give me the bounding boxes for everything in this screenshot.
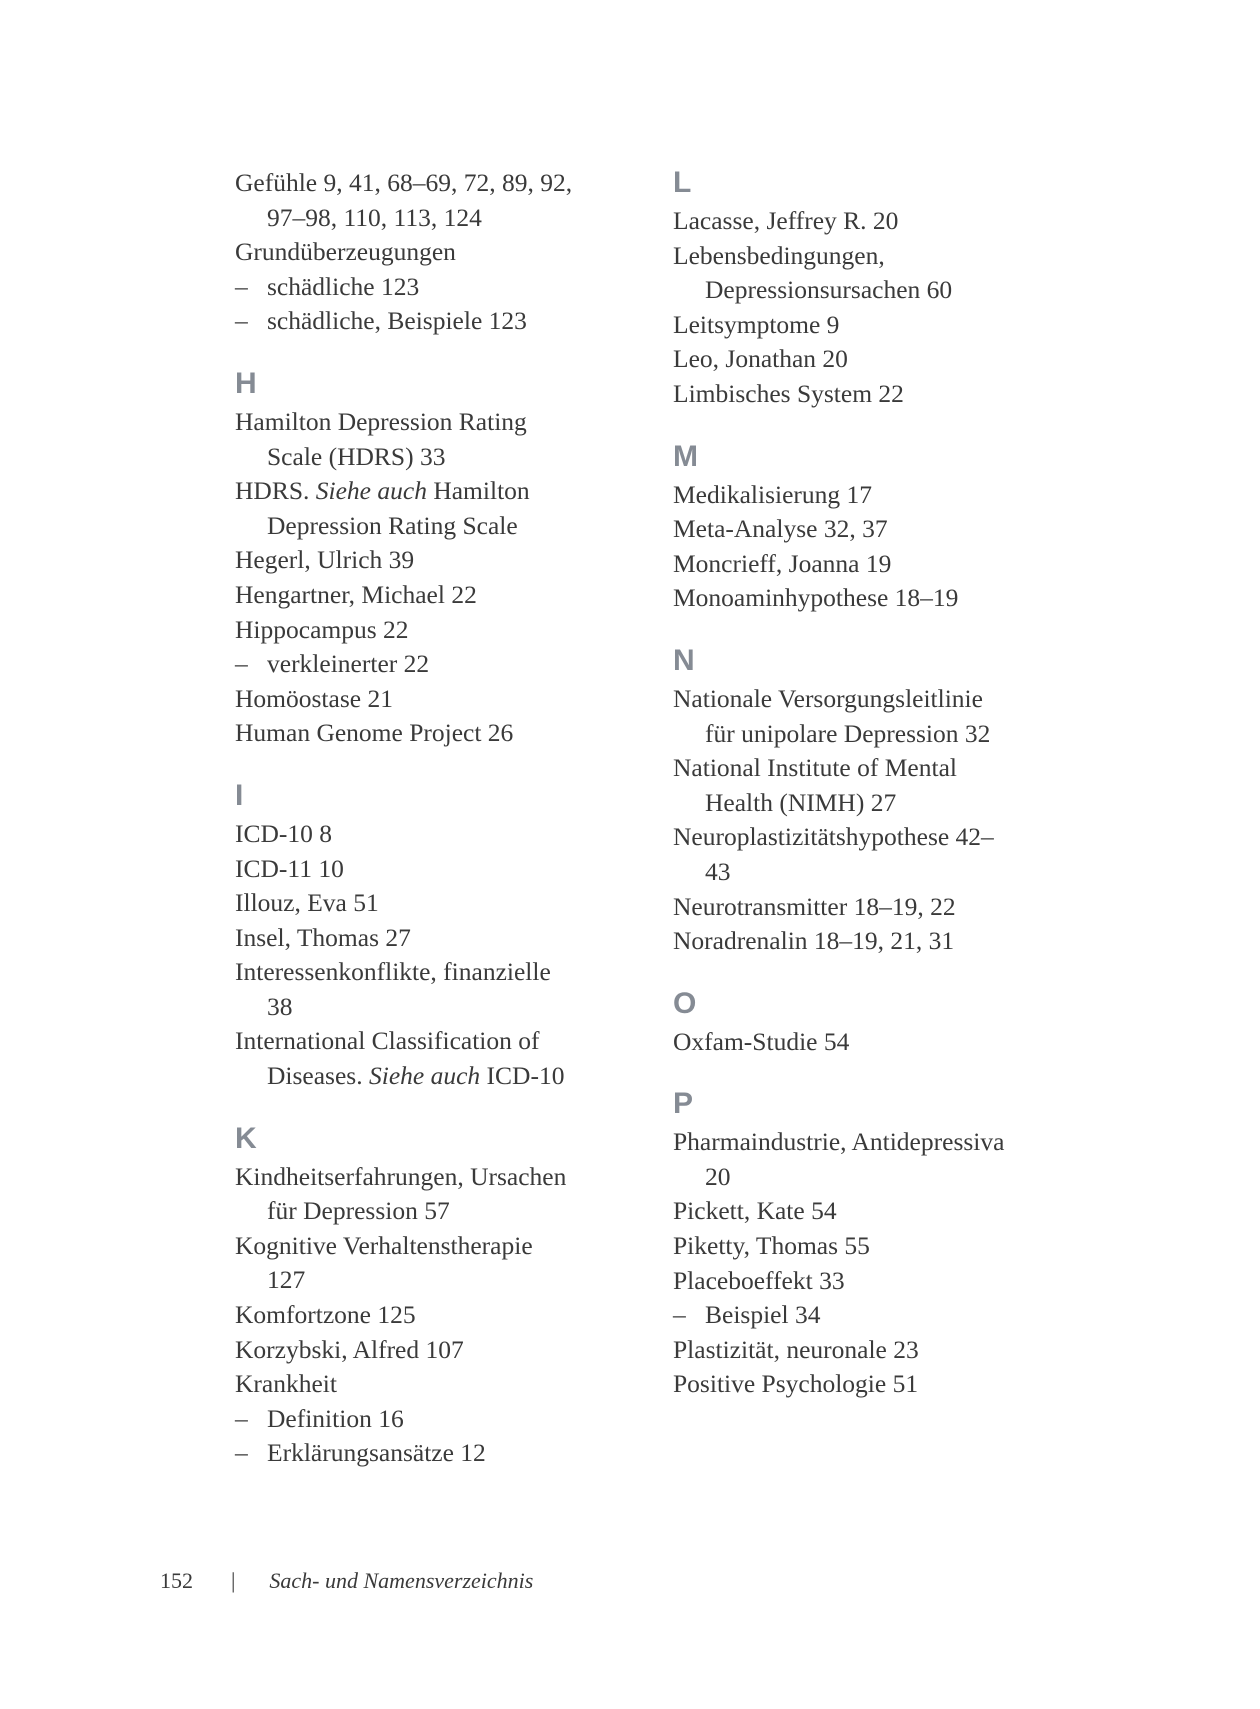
index-subentry [235,1436,655,1471]
index-entry: Pharmaindustrie, Antidepressiva [673,1127,1005,1157]
section-letter: L [673,166,692,199]
subentry-text: schädliche, Beispiele 123 [267,306,527,336]
section-letter: P [673,1087,694,1121]
index-entry [235,474,655,509]
index-entry: Hamilton Depression Rating [235,406,527,436]
page-number: 152 [160,1568,193,1593]
index-entry: Korzybski, Alfred 107 [235,1334,464,1364]
index-entry: Lebensbedingungen, [673,240,885,270]
index-entry: Hegerl, Ulrich 39 [235,545,415,575]
index-entry: National Institute of Mental [673,753,957,783]
index-entry: Leo, Jonathan 20 [673,344,848,374]
index-entry-continuation: Scale (HDRS) 33 [267,441,446,471]
index-subentry [673,1298,1093,1333]
index-entry: Oxfam-Studie 54 [673,1026,850,1056]
subentry-dash: – [235,306,248,336]
index-entry-continuation: Depression Rating Scale [267,510,518,540]
index-entry: Insel, Thomas 27 [235,922,411,952]
section-letter: N [673,643,695,677]
index-entry: Human Genome Project 26 [235,718,514,748]
index-entry: Limbisches System 22 [673,378,904,408]
subentry-dash: – [235,1403,248,1433]
subentry-dash: – [235,1438,248,1468]
index-entry: Homöostase 21 [235,683,393,713]
index-entry: Hippocampus 22 [235,614,409,644]
index-entry-continuation: 43 [705,856,731,886]
index-entry-continuation: 38 [267,991,293,1021]
index-entry: ICD-11 10 [235,853,344,883]
section-letter: H [235,366,257,400]
index-entry-continuation: 20 [705,1161,731,1191]
index-entry: Krankheit [235,1369,337,1399]
index-entry: Pickett, Kate 54 [673,1196,837,1226]
index-subentry [235,1402,655,1437]
index-entry: Neuroplastizitätshypothese 42– [673,822,994,852]
index-entry-continuation: Health (NIMH) 27 [705,787,897,817]
index-entry: Leitsymptome 9 [673,309,840,339]
cross-reference-label: Siehe auch [368,1061,481,1091]
index-entry: International Classification of [235,1026,540,1056]
index-entry: ICD-10 8 [235,818,333,848]
index-entry-continuation [235,1059,655,1094]
index-entry: Noradrenalin 18–19, 21, 31 [673,926,955,956]
index-entry-continuation: Depressionsursachen 60 [705,275,953,305]
index-subentry [235,304,655,339]
index-entry: Komfortzone 125 [235,1300,416,1330]
index-column-right [673,166,1093,1402]
index-entry: Meta-Analyse 32, 37 [673,514,888,544]
cross-reference-target: Hamilton [426,476,530,506]
subentry-text: verkleinerter 22 [267,649,430,679]
subentry-dash: – [235,649,248,679]
index-entry-continuation: 97–98, 110, 113, 124 [267,202,482,232]
subentry-text: Beispiel 34 [705,1300,821,1330]
page-footer [160,1566,533,1596]
section-letter: I [235,778,244,812]
index-entry: Illouz, Eva 51 [235,888,379,918]
index-entry: Plastizität, neuronale 23 [673,1334,919,1364]
running-title: Sach- und Namensverzeichnis [269,1568,534,1593]
index-entry: Grundüberzeugungen [235,237,456,267]
subentry-text: Definition 16 [267,1403,404,1433]
subentry-text: Erklärungsansätze 12 [267,1438,486,1468]
section-letter: M [673,439,698,473]
index-entry: Monoaminhypothese 18–19 [673,583,959,613]
cross-reference-label: Siehe auch [315,476,427,506]
index-entry: Piketty, Thomas 55 [673,1231,870,1261]
subentry-dash: – [235,271,248,301]
index-entry-continuation: für unipolare Depression 32 [705,718,991,748]
entry-text: Diseases. [267,1061,369,1091]
index-subentry [235,647,655,682]
index-entry-continuation: 127 [267,1265,306,1295]
section-letter: O [673,986,697,1020]
section-letter: K [235,1121,257,1155]
index-entry-continuation: für Depression 57 [267,1196,450,1226]
subentry-dash: – [673,1300,686,1330]
entry-text: HDRS. [235,476,316,506]
index-entry: Kindheitserfahrungen, Ursachen [235,1161,567,1191]
index-entry: Hengartner, Michael 22 [235,579,477,609]
index-entry: Gefühle 9, 41, 68–69, 72, 89, 92, [235,168,573,197]
index-entry: Interessenkonflikte, finanzielle [235,957,551,987]
index-column-left [235,166,655,1471]
subentry-text: schädliche 123 [267,271,420,301]
index-entry: Kognitive Verhaltenstherapie [235,1230,533,1260]
index-entry: Moncrieff, Joanna 19 [673,548,892,578]
index-entry: Medikalisierung 17 [673,479,873,509]
index-entry: Positive Psychologie 51 [673,1369,919,1399]
footer-separator: | [231,1568,236,1593]
cross-reference-target: ICD-10 [480,1061,565,1091]
index-entry: Lacasse, Jeffrey R. 20 [673,206,899,235]
index-entry: Neurotransmitter 18–19, 22 [673,891,956,921]
index-entry: Nationale Versorgungsleitlinie [673,683,983,713]
index-entry: Placeboeffekt 33 [673,1265,845,1295]
index-subentry [235,270,655,305]
